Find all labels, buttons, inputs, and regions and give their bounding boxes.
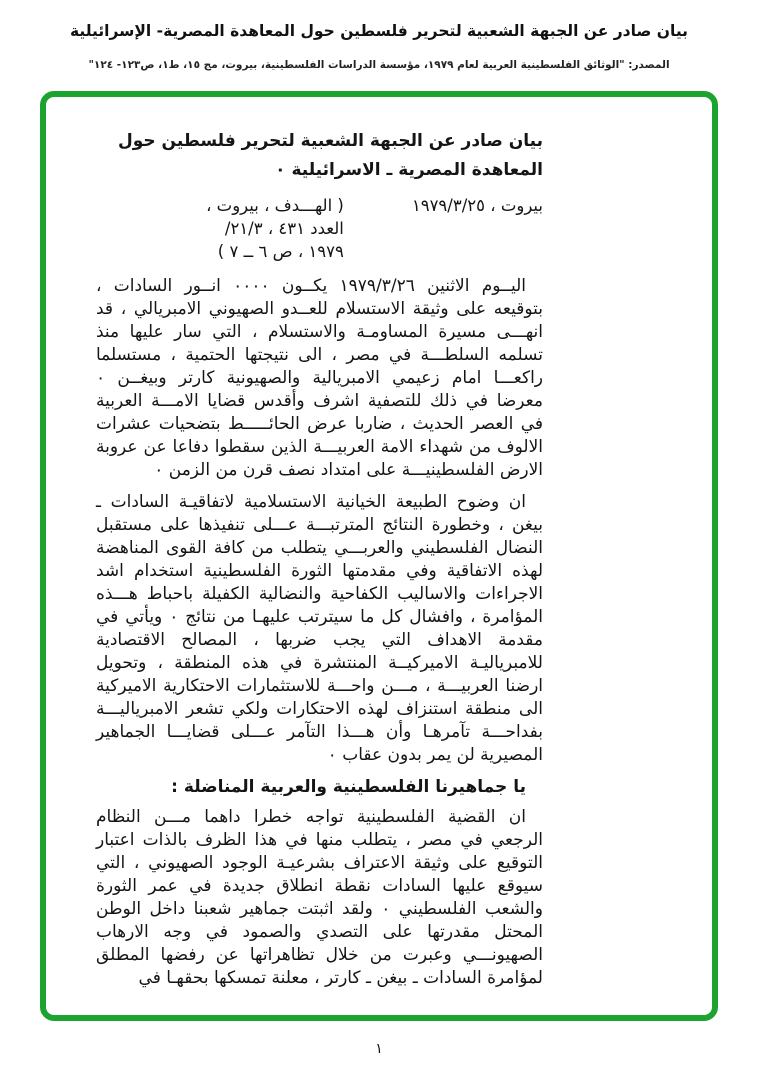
document-frame — [40, 91, 718, 1021]
source-reference-line-1: ( الهـــدف ، بيروت ، — [206, 196, 344, 215]
source-reference-line-2: العدد ٤٣١ ، ٢١/٣/ — [224, 219, 344, 238]
document-title — [96, 127, 543, 185]
page-title: بيان صادر عن الجبهة الشعبية لتحرير فلسطين حول المعاهدة المصرية- الإسرائيلية — [69, 22, 689, 40]
source-reference-block — [206, 194, 344, 263]
paragraph-3: ان القضية الفلسطينية تواجه خطرا داهما مـــن النظام الرجعي في مصر ، يتطلب منها في هذا الظرف بالذات اعتبار التوقيع على وثيقة الاعتراف بشرعيـة الوجود الصهيوني ، التي سيوقع عليها السادات نقطة انطلاق جديدة في عمر الثورة والشعب الفلسطيني ٠ ولقد اثبتت جماهير شعبنا داخل الوطن المحتل مقدرتها على التصدي والصمود في وجه الارهاب الصهيونـــي وعبرت من خلال تظاهراتها عن رفضها المطلق لمؤامرة السادات ـ بيغن ـ كارتر ، معلنة تمسكها بحقهـا في — [96, 807, 543, 988]
paragraph-1: اليــوم الاثنين ١٩٧٩/٣/٢٦ يكــون ٠٠٠٠ انــور السادات ، بتوقيعه على وثيقة الاستسلام للعــدو الصهيوني الامبريالي ، قد انهـــى مسيرة المساومـة والاستسلام ، التي سار عليها منذ تسلمه السلطـــة في مصر ، الى نتيجتها الحتمية ، مستسلما راكعـــا امام زعيمي الامبريالية والصهيونية كارتر وبيغــن ٠ معرضا في ذلك للتصفية اشرف وأقدس قضايا الامـــة العربية في العصر الحديث ، ضاربا عرض الحائـــــط بتضحيات عشرات الالوف من شهداء الامة العربيـــة الذين سقطوا دفاعا عن عروبة الارض الفلسطينيـــة على امتداد نصف قرن من الزمن ٠ — [96, 276, 543, 480]
page-number: ١ — [375, 1041, 383, 1057]
source-citation: المصدر: "الوثائق الفلسطينية العربية لعام ١٩٧٩، مؤسسة الدراسات الفلسطينية، بيروت، مج ١٥، ط١، ص١٢٣- ١٢٤" — [88, 59, 670, 71]
document-title-line-2: المعاهدة المصرية ـ الاسرائيلية ٠ — [275, 160, 543, 180]
source-reference-line-3: ١٩٧٩ ، ص ٦ ــ ٧ ) — [217, 242, 344, 261]
dateline-place-date: بيروت ، ١٩٧٩/٣/٢٥ — [411, 196, 543, 215]
document-body — [96, 127, 543, 999]
document-title-line-1: بيان صادر عن الجبهة الشعبية لتحرير فلسطين حول — [117, 131, 543, 151]
paragraph-2: ان وضوح الطبيعة الخيانية الاستسلامية لاتفاقيـة السادات ـ بيغن ، وخطورة النتائج المترتبـــة عـــلى تنفيذها على مستقبل النضال الفلسطيني والعربـــي يتطلب من كافة القوى المناهضة لهذه الاتفاقية وفي مقدمتها الثورة الفلسطينية استخدام اشد الاجراءات والاساليب الكفاحية والنضالية الكفيلة باحباط هـــذه المؤامرة ، وافشال كل ما سيترتب عليهـا من نتائج ٠ ويأتي في مقدمة الاهداف التي يجب ضربها ، المصالح الاقتصادية للامبرياليـة الاميركيــة المنتشرة في هذه المنطقة ، وتحويل ارضنا العربيـــة ، مـــن واحـــة للاستثمارات الاحتكارية الاميركية الى منطقة استنزاف لهذه الاحتكارات ولكي تشعر الامبرياليـــة بفداحـــة تآمرهـا وأن هـــذا التآمر عـــلى قضايـــا الجماهير المصيرية لن يمر بدون عقاب ٠ — [96, 492, 544, 765]
section-heading: يا جماهيرنا الفلسطينية والعربية المناضلة : — [171, 777, 526, 797]
dateline-row — [96, 194, 543, 263]
